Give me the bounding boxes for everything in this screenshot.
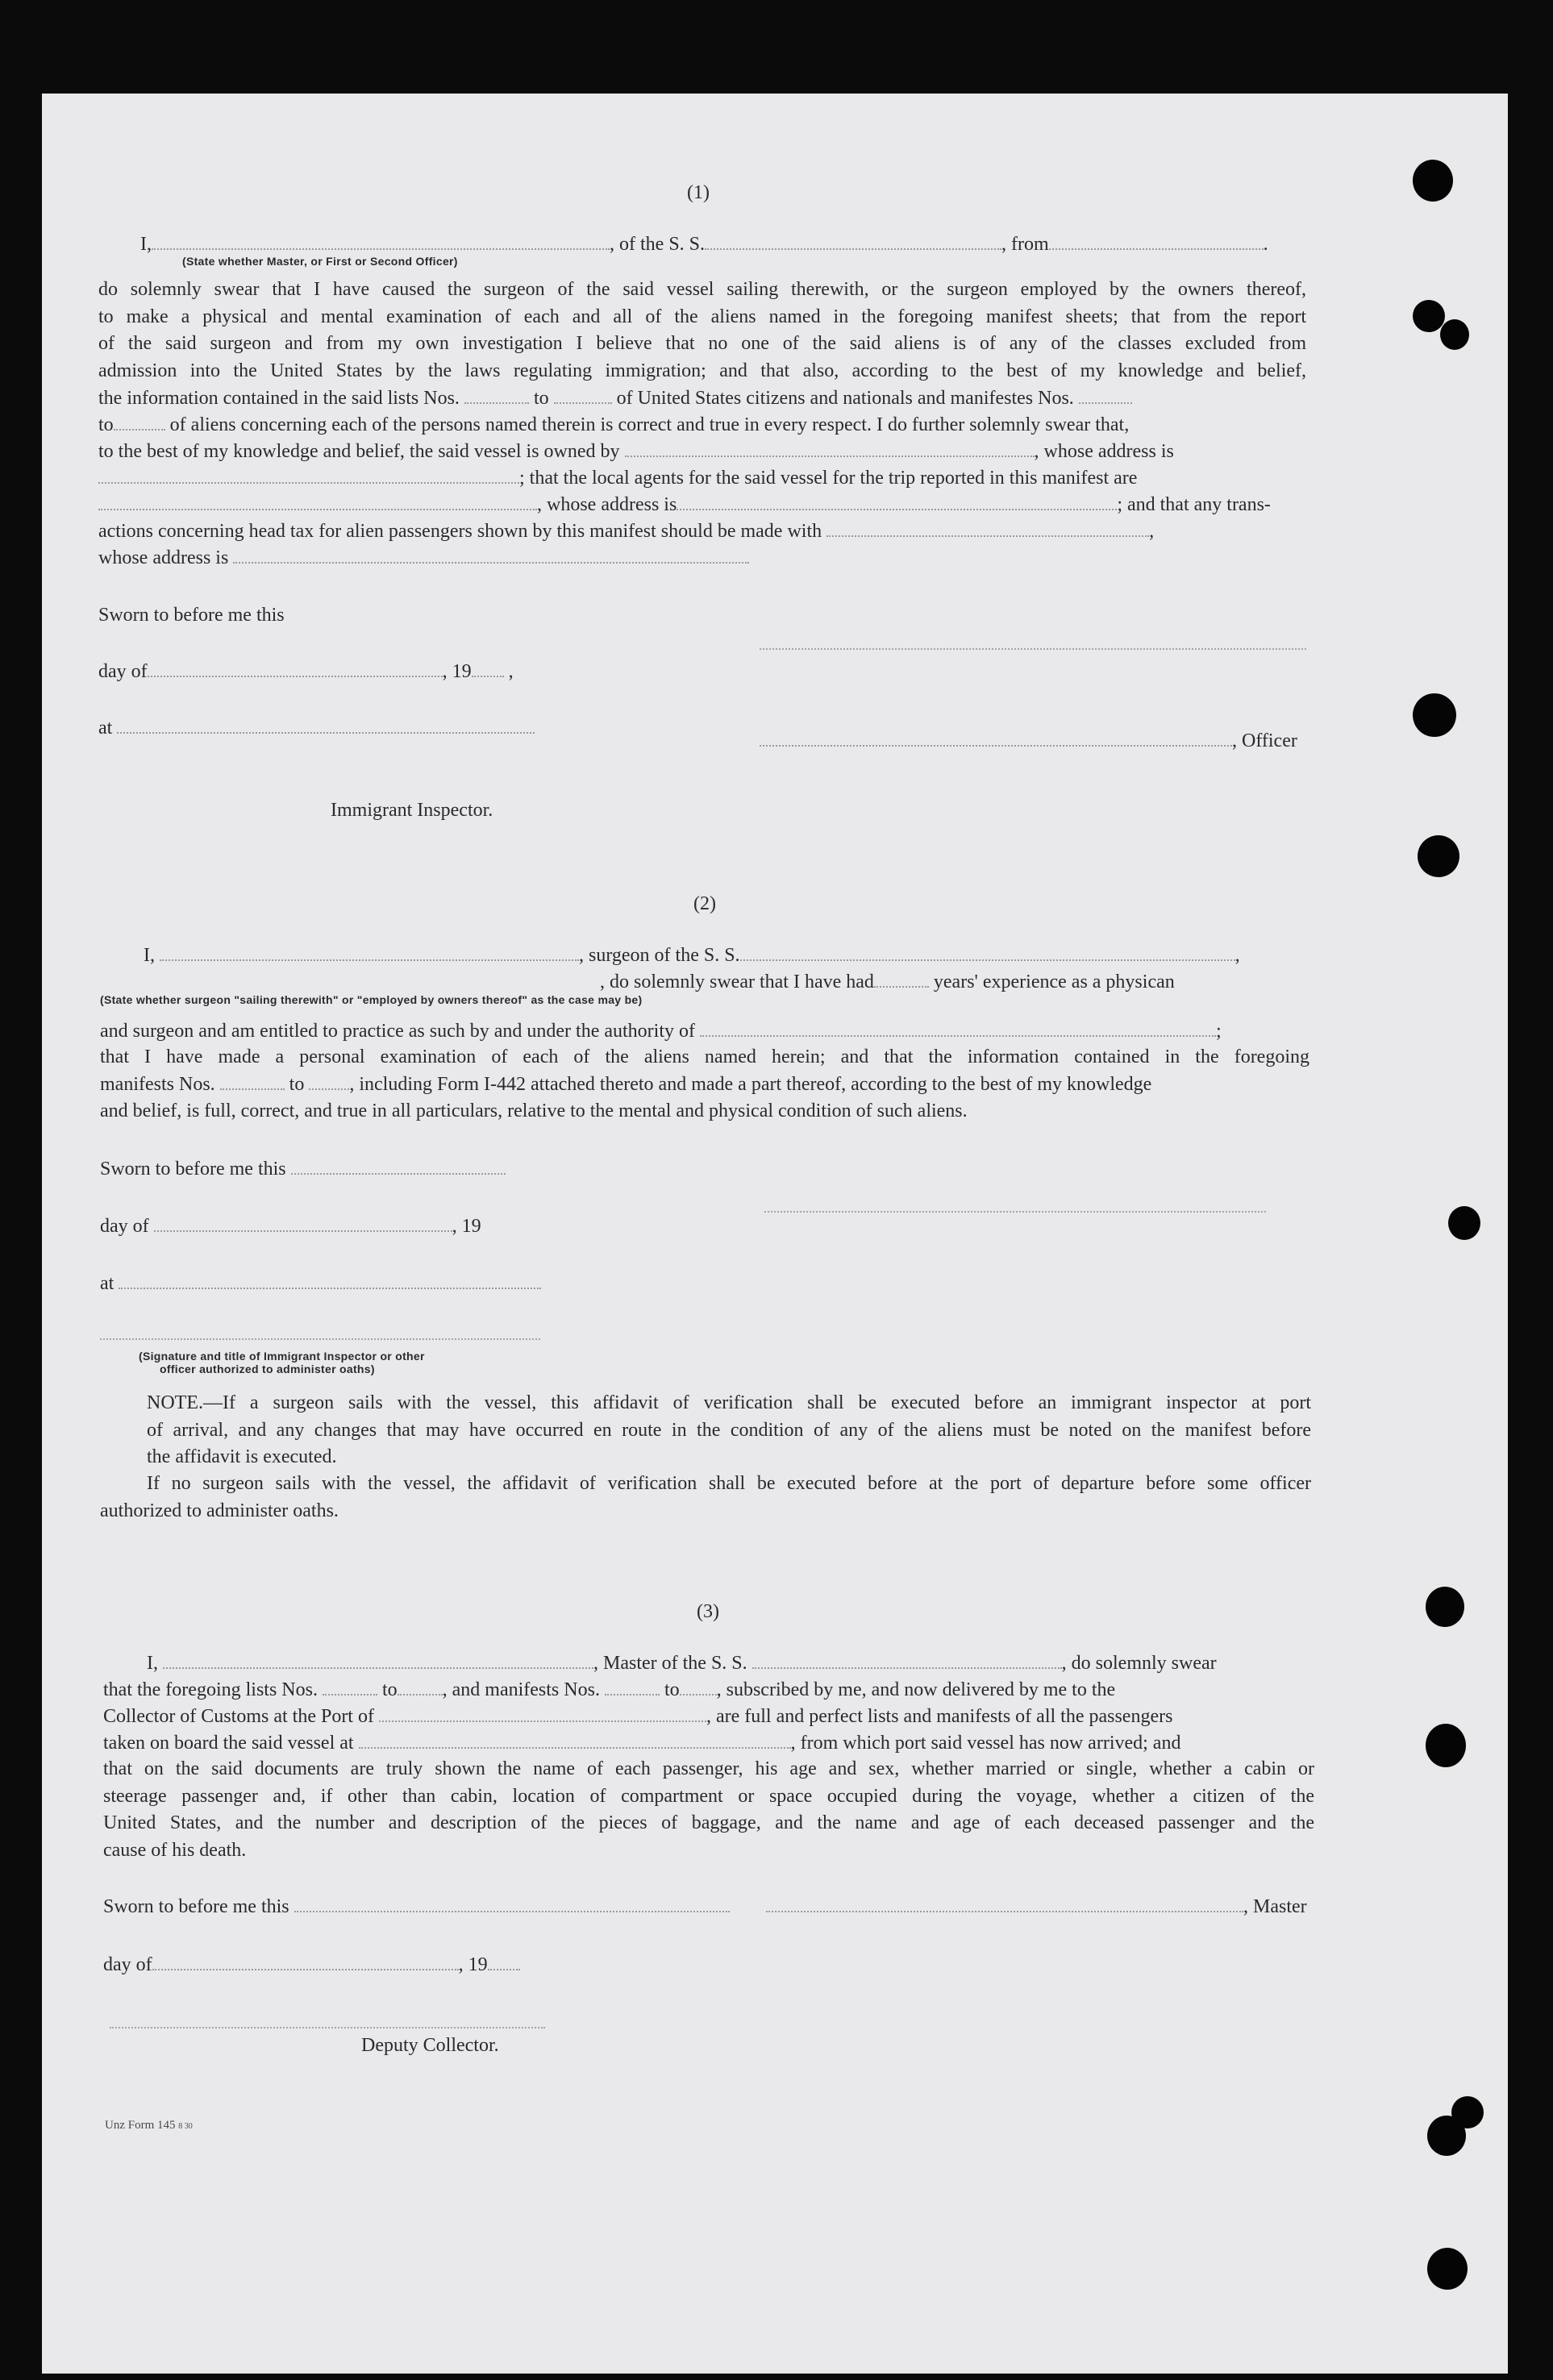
- form-line: I, , Master of the S. S. , do solemnly swear: [147, 1653, 1217, 1674]
- head-tax-contact-field[interactable]: [826, 521, 1149, 537]
- manifest-no-field[interactable]: [1079, 388, 1132, 404]
- form-line: , do solemnly swear that I have had years' experience as a physican: [600, 972, 1175, 992]
- form-line: , Master: [766, 1893, 1307, 1920]
- text-line: that I have made a personal examination of each of the aliens named herein; and that the information contained in the foregoing: [100, 1046, 1309, 1067]
- form-line: day of , 19: [100, 1216, 481, 1237]
- day-field[interactable]: [148, 661, 443, 677]
- manifest-to-field[interactable]: [114, 414, 165, 431]
- form-line: manifests Nos. to , including Form I-442 attached thereto and made a part thereof, according to the best of my knowledge: [100, 1074, 1152, 1095]
- list-no-to-field[interactable]: [554, 388, 612, 404]
- signature-line[interactable]: [764, 1211, 1266, 1213]
- head-tax-address-field[interactable]: [233, 547, 749, 564]
- vessel-name-field[interactable]: [752, 1653, 1062, 1669]
- form-line: day of , 19 ,: [98, 661, 514, 682]
- officer-name-field[interactable]: [152, 234, 610, 250]
- punch-hole: [1451, 2096, 1484, 2128]
- list-no-from-field[interactable]: [464, 388, 529, 404]
- note-text: [100, 1390, 1311, 1471]
- field-caption: officer authorized to administer oaths): [160, 1363, 375, 1375]
- form-line: the information contained in the said lists Nos. to of United States citizens and nationals and manifestes Nos.: [98, 385, 1132, 412]
- signature-line[interactable]: [760, 648, 1306, 650]
- day-field[interactable]: [152, 1954, 459, 1970]
- punch-hole: [1448, 1206, 1480, 1240]
- manifest-to-field[interactable]: [680, 1679, 717, 1696]
- form-line: and surgeon and am entitled to practice as such by and under the authority of ;: [100, 1021, 1222, 1042]
- boarding-port-field[interactable]: [359, 1733, 791, 1749]
- year-field[interactable]: [472, 661, 504, 677]
- text-line: United States, and the number and description of the pieces of baggage, and the name and age of each deceased passenger and the: [103, 1812, 1314, 1833]
- form-line: Collector of Customs at the Port of , are full and perfect lists and manifests of all the passengers: [103, 1706, 1173, 1727]
- list-from-field[interactable]: [323, 1679, 377, 1696]
- owner-field[interactable]: [625, 441, 1035, 457]
- port-field[interactable]: [379, 1706, 706, 1722]
- form-identifier: Unz Form 145 8 30: [105, 2119, 193, 2132]
- form-line: to the best of my knowledge and belief, the said vessel is owned by , whose address is: [98, 441, 1174, 462]
- departure-port-field[interactable]: [1049, 234, 1264, 250]
- text-line: NOTE.—If a surgeon sails with the vessel, this affidavit of verification shall be executed before an immigrant inspector at port: [147, 1392, 1311, 1413]
- text-line: If no surgeon sails with the vessel, the affidavit of verification shall be executed before at the port of departure before some officer: [147, 1473, 1311, 1494]
- form-line: Sworn to before me this: [100, 1155, 506, 1183]
- form-line: at: [100, 1270, 541, 1297]
- form-line: taken on board the said vessel at , from which port said vessel has now arrived; and: [103, 1733, 1181, 1754]
- punch-hole: [1427, 2248, 1468, 2290]
- agents-address-field[interactable]: [677, 494, 1117, 510]
- section-number: (2): [693, 893, 716, 914]
- day-field[interactable]: [154, 1216, 452, 1232]
- form-line: I, , surgeon of the S. S. ,: [144, 945, 1240, 966]
- field-caption: (Signature and title of Immigrant Inspector or other: [139, 1350, 425, 1363]
- affidavit-text: [103, 1756, 1314, 1864]
- text-line: to make a physical and mental examination of each and all of the aliens named in the foregoing manifest sheets; that from the report: [98, 306, 1306, 327]
- master-signature-field[interactable]: [766, 1896, 1243, 1912]
- years-field[interactable]: [874, 972, 929, 988]
- field-caption: (State whether surgeon "sailing therewith" or "employed by owners thereof" as the case may be): [100, 993, 643, 1006]
- text-line: steerage passenger and, if other than cabin, location of compartment or space occupied during the voyage, whether a citizen of the: [103, 1785, 1314, 1807]
- text-line: of arrival, and any changes that may have occurred en route in the condition of any of the aliens must be noted on the manifest before: [147, 1419, 1311, 1441]
- text-line: authorized to administer oaths.: [100, 1500, 339, 1521]
- agents-field[interactable]: [98, 494, 537, 510]
- punch-hole: [1413, 300, 1445, 332]
- surgeon-name-field[interactable]: [160, 945, 579, 961]
- text-line: of the said surgeon and from my own investigation I believe that no one of the said aliens is of any of the classes excluded from: [98, 333, 1306, 354]
- form-line: whose address is: [98, 544, 749, 572]
- sworn-date-field[interactable]: [294, 1896, 730, 1912]
- punch-hole: [1413, 693, 1456, 737]
- vessel-name-field[interactable]: [740, 945, 1235, 961]
- affidavit-text: [98, 277, 1306, 385]
- form-line: that the foregoing lists Nos. to , and manifests Nos. to , subscribed by me, and now delivered by me to the: [103, 1679, 1116, 1700]
- manifest-from-field[interactable]: [605, 1679, 660, 1696]
- form-line: I, , of the S. S. , from .: [140, 234, 1268, 255]
- signature-line[interactable]: [110, 2027, 545, 2028]
- punch-hole: [1413, 160, 1453, 202]
- year-field[interactable]: [488, 1954, 520, 1970]
- form-line: to of aliens concerning each of the persons named therein is correct and true in every respect. I do further solemnly swear that,: [98, 414, 1130, 435]
- text-line: admission into the United States by the laws regulating immigration; and that also, according to the best of my knowledge and belief,: [98, 360, 1306, 381]
- owner-address-field[interactable]: [98, 468, 519, 484]
- form-line: Sworn to before me this: [103, 1893, 730, 1920]
- signature-title: Immigrant Inspector.: [331, 800, 493, 821]
- manifest-to-field[interactable]: [309, 1074, 349, 1090]
- text-line: the affidavit is executed.: [147, 1446, 337, 1467]
- form-line: ; that the local agents for the said vessel for the trip reported in this manifest are: [98, 464, 1137, 492]
- affidavit-text: [100, 1044, 1309, 1071]
- punch-hole: [1426, 1587, 1464, 1627]
- text-line: do solemnly swear that I have caused the surgeon of the said vessel sailing therewith, or the surgeon employed by the owners thereof,: [98, 279, 1306, 300]
- text-line: cause of his death.: [103, 1839, 247, 1861]
- signature-title: Deputy Collector.: [361, 2035, 499, 2056]
- authority-field[interactable]: [700, 1021, 1216, 1037]
- field-caption: (State whether Master, or First or Second Officer): [182, 255, 458, 268]
- manifest-from-field[interactable]: [220, 1074, 285, 1090]
- form-line: , Officer: [760, 727, 1297, 755]
- officer-signature-field[interactable]: [760, 730, 1232, 747]
- form-line: actions concerning head tax for alien passengers shown by this manifest should be made with ,: [98, 521, 1155, 542]
- punch-hole: [1418, 835, 1459, 877]
- punch-hole: [1426, 1724, 1466, 1767]
- sworn-line: Sworn to before me this: [98, 605, 285, 626]
- text-line: and belief, is full, correct, and true in all particulars, relative to the mental and physical condition of such aliens.: [100, 1101, 968, 1121]
- form-line: , whose address is ; and that any trans-: [98, 491, 1271, 518]
- punch-hole: [1440, 319, 1469, 350]
- section-number: (3): [697, 1601, 719, 1622]
- place-field[interactable]: [117, 718, 535, 734]
- section-number: (1): [687, 182, 710, 203]
- list-to-field[interactable]: [398, 1679, 443, 1696]
- text-line: that on the said documents are truly shown the name of each passenger, his age and sex, whether married or single, whether a cabin or: [103, 1758, 1314, 1779]
- master-name-field[interactable]: [163, 1653, 593, 1669]
- vessel-name-field[interactable]: [705, 234, 1001, 250]
- form-line: day of , 19: [103, 1951, 520, 1978]
- signature-line[interactable]: [100, 1338, 540, 1340]
- sworn-date-field[interactable]: [291, 1159, 506, 1175]
- place-field[interactable]: [119, 1273, 541, 1289]
- form-line: at: [98, 714, 535, 742]
- note-text: [100, 1471, 1311, 1525]
